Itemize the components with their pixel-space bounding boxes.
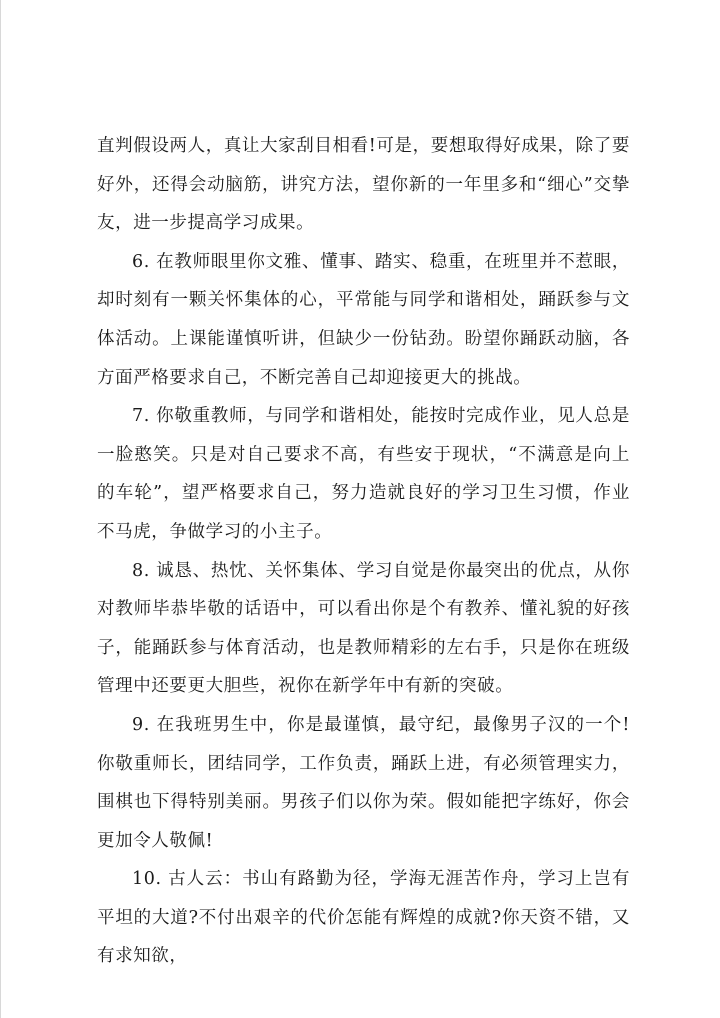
paragraph-item-7: 7. 你敬重教师，与同学和谐相处，能按时完成作业，见人总是一脸憨笑。只是对自己要求不高，有些安于现状，“不满意是向上的车轮”，望严格要求自己，努力造就良好的学习卫生习惯，作业不马虎，争做学习的小主子。 (97, 406, 630, 542)
page-edge-line (0, 0, 1, 1018)
document-body (97, 127, 630, 976)
paragraph-item-6: 6. 在教师眼里你文雅、懂事、踏实、稳重，在班里并不惹眼，却时刻有一颗关怀集体的心，平常能与同学和谐相处，踊跃参与文体活动。上课能谨慎听讲，但缺少一份钻劲。盼望你踊跃动脑，各方面严格要求自己，不断完善自己却迎接更大的挑战。 (97, 251, 630, 388)
paragraph-item-10: 10. 古人云：书山有路勤为径，学海无涯苦作舟，学习上岂有平坦的大道?不付出艰辛的代价怎能有辉煌的成就?你天资不错，又有求知欲， (97, 869, 630, 967)
paragraph-item-8: 8. 诚恳、热忱、关怀集体、学习自觉是你最突出的优点，从你对教师毕恭毕敬的话语中，可以看出你是个有教养、懂礼貌的好孩子，能踊跃参与体育活动，也是教师精彩的左右手，只是你在班级管理中还要更大胆些，祝你在新学年中有新的突破。 (97, 560, 630, 697)
paragraph-continued: 直判假设两人，真让大家刮目相看!可是，要想取得好成果，除了要好外，还得会动脑筋，讲究方法，望你新的一年里多和“细心”交挚友，进一步提高学习成果。 (97, 136, 630, 234)
paragraph-item-9: 9. 在我班男生中，你是最谨慎，最守纪，最像男子汉的一个!你敬重师长，团结同学，工作负责，踊跃上进，有必须管理实力，围棋也下得特别美丽。男孩子们以你为荣。假如能把字练好，你会更加令人敬佩! (97, 714, 630, 851)
